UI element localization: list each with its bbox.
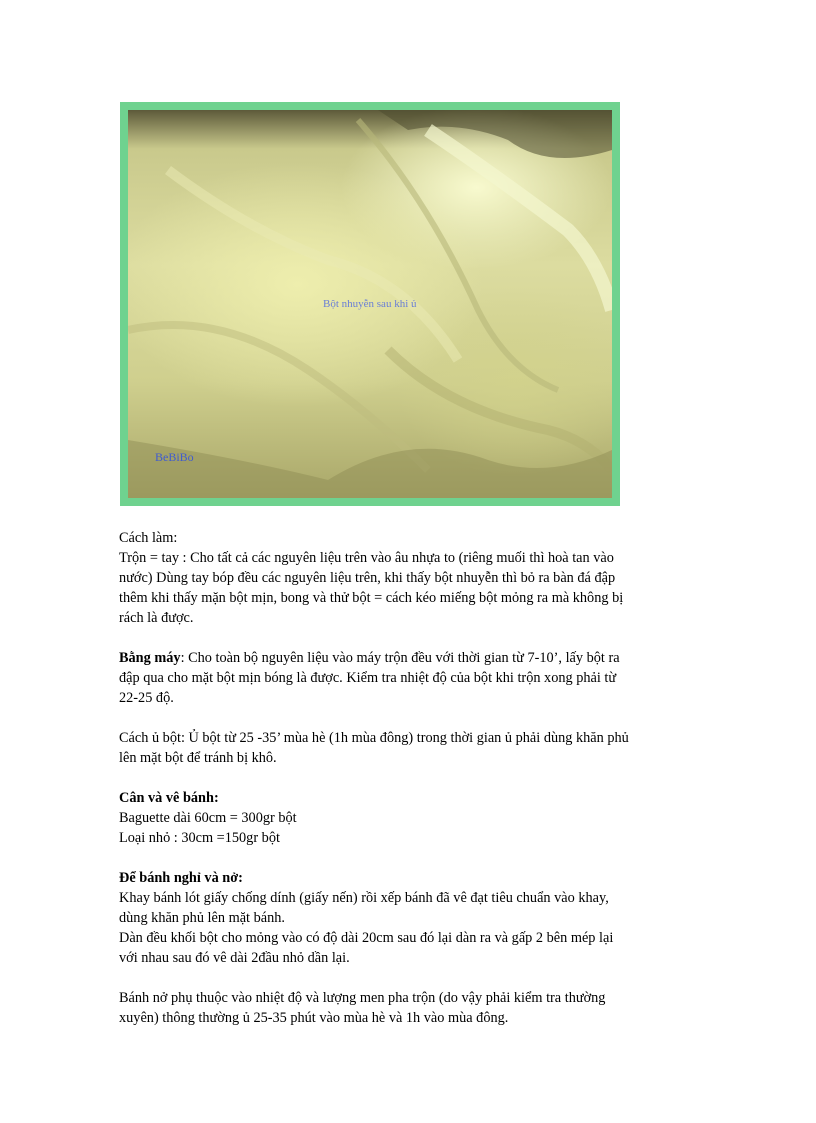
text-span: : Cho toàn bộ nguyên liệu vào máy trộn đều với thời gian từ 7-10’, lấy bột ra [180,650,620,666]
text-line: 22-25 độ. [119,690,174,706]
text-line: Bánh nở phụ thuộc vào nhiệt độ và lượng men pha trộn (do vậy phải kiểm tra thường [119,990,606,1006]
text-line: Khay bánh lót giấy chống dính (giấy nến) rồi xếp bánh đã vê đạt tiêu chuẩn vào khay, [119,890,609,906]
label-machine: Bằng máy [119,650,181,666]
text-line: với nhau sau đó vê dài 2đầu nhỏ dần lại. [119,950,350,966]
text-line: Dàn đều khối bột cho mỏng vào có độ dài 20cm sau đó lại dàn ra và gấp 2 bên mép lại [119,930,614,946]
text-line: Trộn = tay : Cho tất cả các nguyên liệu trên vào âu nhựa to (riêng muối thì hoà tan vào [119,550,614,566]
dough-photo [128,110,612,498]
section-heading-weigh [119,788,699,808]
photo-watermark-signature: BeBiBo [155,450,194,464]
heading-text: Để bánh nghỉ và nở: [119,870,243,886]
text-line: xuyên) thông thường ủ 25-35 phút vào mùa hè và 1h vào mùa đông. [119,1010,509,1026]
section-heading-method: Cách làm: [119,530,178,546]
photo-watermark-caption: Bột nhuyễn sau khi ủ [323,298,417,310]
text-line: Cách ủ bột: Ủ bột từ 25 -35’ mùa hè (1h mùa đông) trong thời gian ủ phải dùng khăn phủ [119,730,629,746]
text-line: Baguette dài 60cm = 300gr bột [119,810,297,826]
text-line [119,648,699,668]
recipe-text [119,528,699,1028]
text-line: nước) Dùng tay bóp đều các nguyên liệu trên, khi thấy bột nhuyễn thì bỏ ra bàn đá đập [119,570,616,586]
text-line: đập qua cho mặt bột mịn bóng là được. Kiểm tra nhiệt độ của bột khi trộn xong phải từ [119,670,617,686]
text-line: rách là được. [119,610,194,626]
text-line: lên mặt bột để tránh bị khô. [119,750,277,766]
heading-text: Cân và vê bánh: [119,790,219,806]
dough-photo-frame [120,102,620,506]
text-line: Loại nhỏ : 30cm =150gr bột [119,830,280,846]
text-line: thêm khi thấy mặn bột mịn, bong và thử bột = cách kéo miếng bột mỏng ra mà không bị [119,590,624,606]
text-line: dùng khăn phủ lên mặt bánh. [119,910,285,926]
section-heading-rest [119,868,699,888]
